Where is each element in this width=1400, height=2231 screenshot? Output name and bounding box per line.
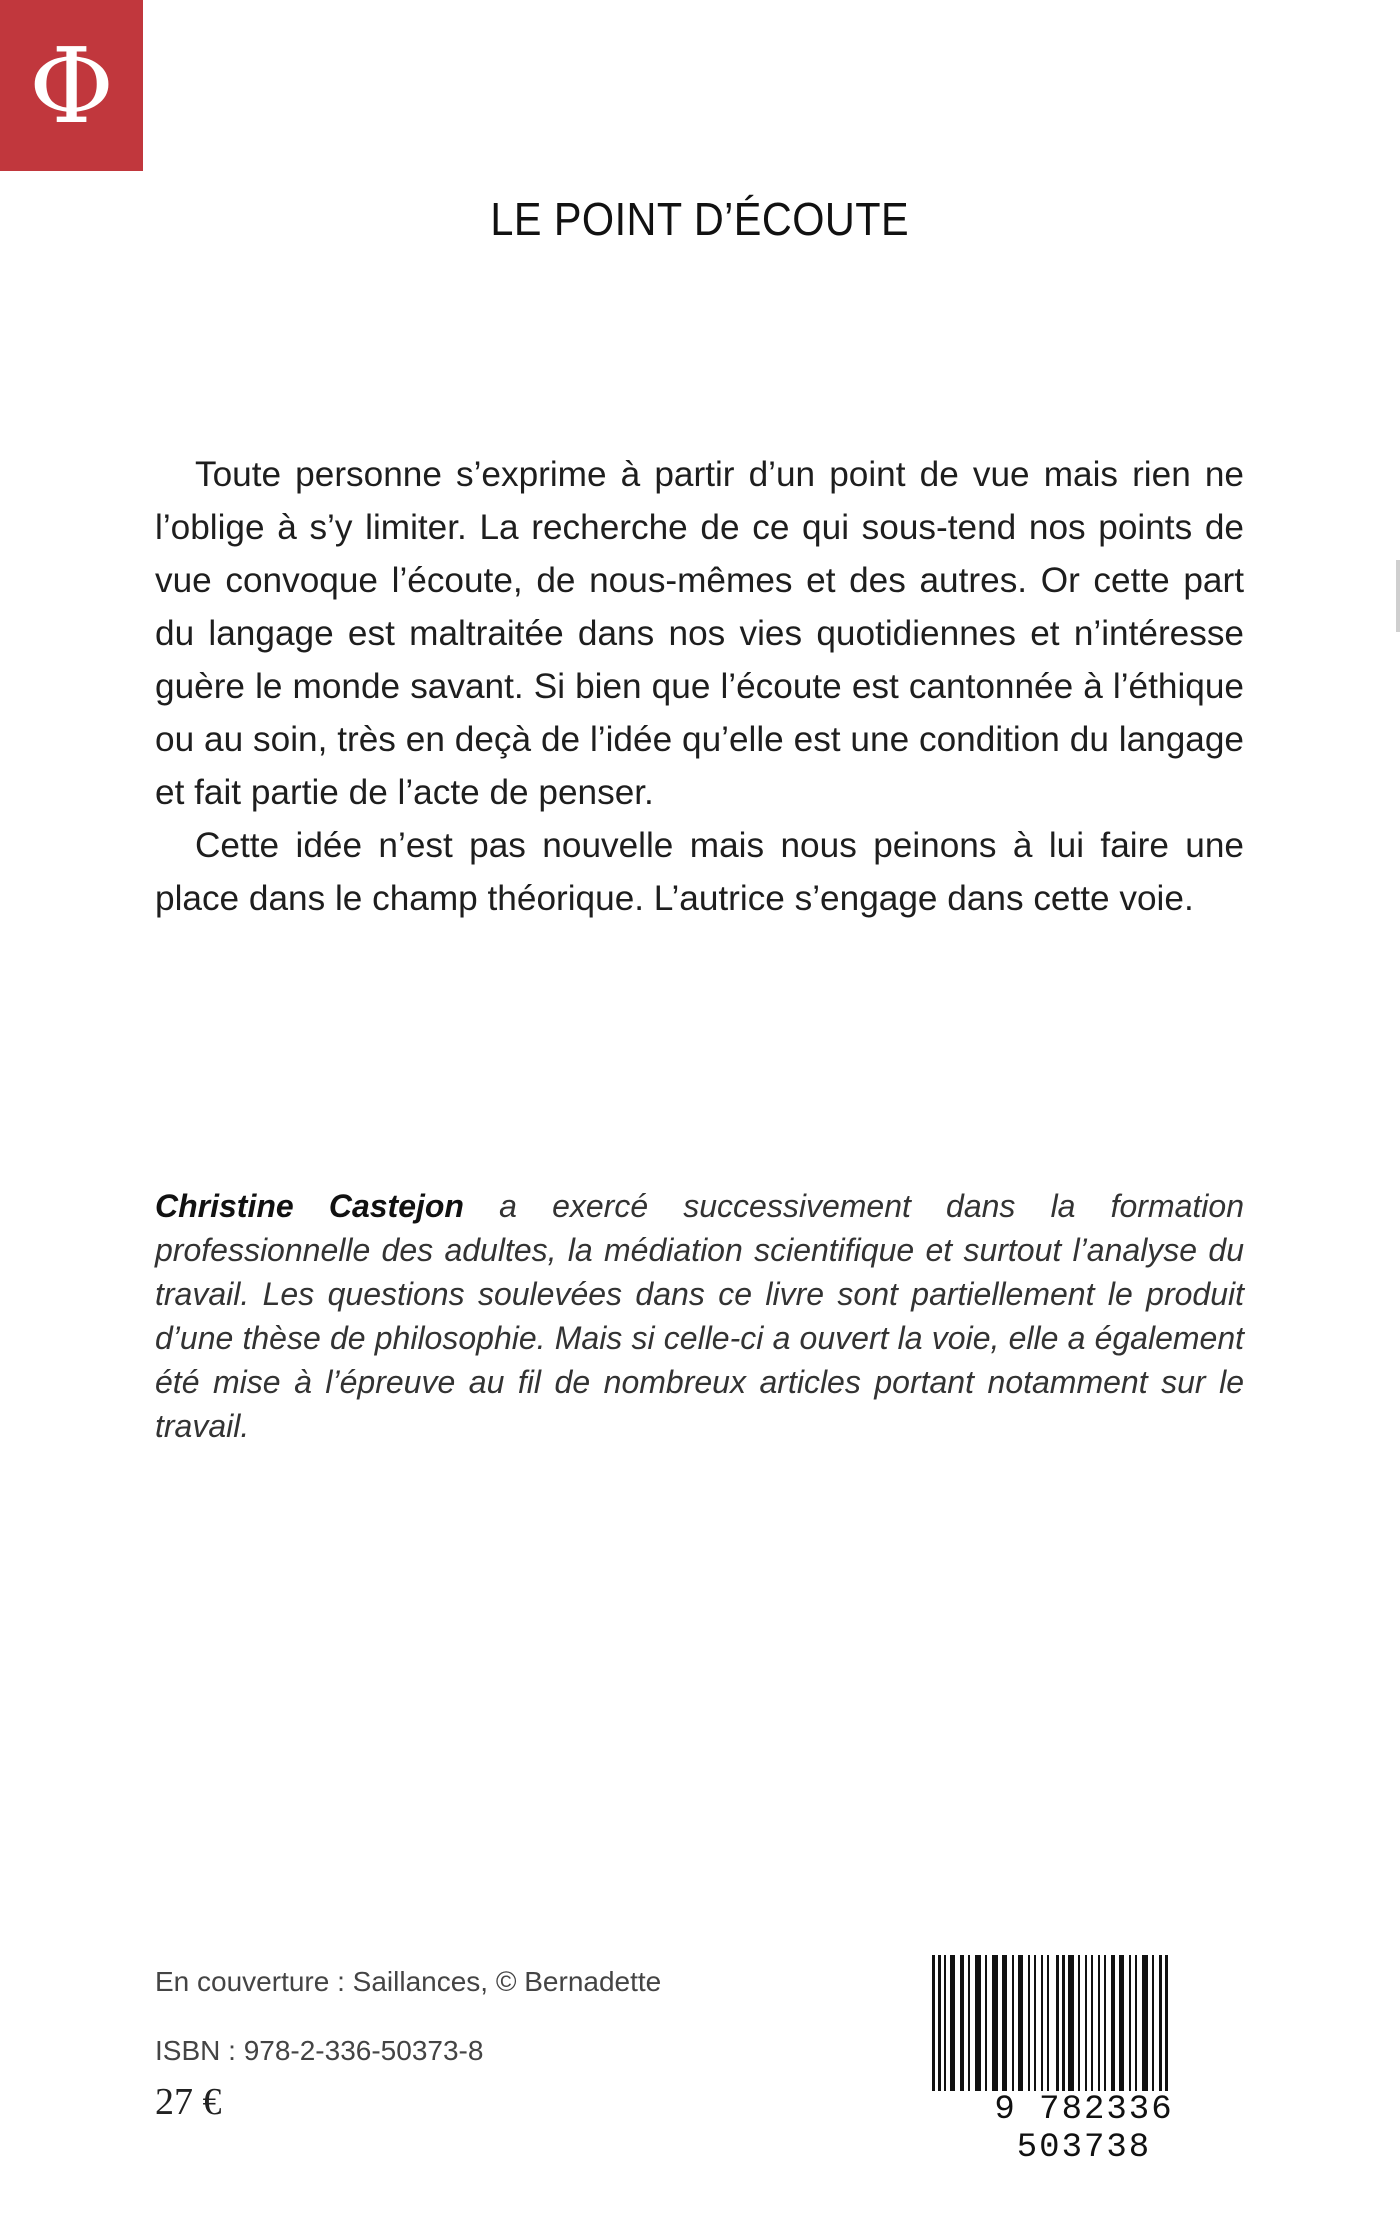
barcode-bar	[1041, 1955, 1043, 2091]
author-bio-text: a exercé successivement dans la formation professionnelle des adultes, la médiation scientifique et surtout l’analyse du travail. Les questions soulevées dans ce livre sont partiellement le produit d’une thèse de philosophie. Mais si celle-ci a ouvert la voie, elle a également été mise à l’épreuve au fil de nombreux articles portant notamment sur le travail.	[155, 1188, 1245, 1444]
barcode-bar	[950, 1955, 955, 2091]
barcode-digits: 9 782336 503738	[924, 2091, 1244, 2167]
author-bio	[155, 1184, 1244, 1448]
phi-icon: Φ	[28, 24, 115, 147]
barcode-bar	[1091, 1955, 1093, 2091]
barcode-bar	[1002, 1955, 1007, 2091]
barcode-bar	[1012, 1955, 1014, 2091]
cover-credit: En couverture : Saillances, © Bernadette	[155, 1966, 662, 1997]
barcode-bar	[1142, 1955, 1148, 2091]
blurb-paragraph: Toute personne s’exprime à partir d’un point de vue mais rien ne l’oblige à s’y limiter. La recherche de ce qui sous-tend nos points de vue convoque l’écoute, de nous-mêmes et des autres. Or cette part du langage est maltraitée dans nos vies quotidiennes et n’intéresse guère le monde savant. Si bien que l’écoute est cantonnée à l’éthique ou au soin, très en deçà de l’idée qu’elle est une condition du langage et fait partie de l’acte de penser.	[155, 455, 1244, 812]
author-name: Christine Castejon	[155, 1188, 464, 1224]
barcode-bar	[1104, 1955, 1106, 2091]
blurb-paragraph: Cette idée n’est pas nouvelle mais nous peinons à lui faire une place dans le champ théorique. L’autrice s’engage dans cette voie.	[155, 826, 1244, 918]
barcode-bar	[1129, 1955, 1131, 2091]
barcode-bar	[1085, 1955, 1087, 2091]
barcode-bar	[968, 1955, 970, 2091]
barcode-bar	[1028, 1955, 1030, 2091]
barcode-bar	[1034, 1955, 1036, 2091]
book-blurb	[155, 448, 1244, 925]
isbn: ISBN : 978-2-336-50373-8	[155, 2035, 484, 2066]
barcode-bar	[1111, 1955, 1115, 2091]
barcode-bar	[975, 1955, 981, 2091]
barcode-bar	[1119, 1955, 1124, 2091]
edge-mark	[1396, 560, 1400, 632]
barcode-bar	[985, 1955, 987, 2091]
barcode-bar	[1047, 1955, 1049, 2091]
barcode-bar	[992, 1955, 998, 2091]
barcode-bar	[1078, 1955, 1080, 2091]
barcode-bar	[1018, 1955, 1023, 2091]
barcode-bar	[1068, 1955, 1074, 2091]
barcode-bar	[1135, 1955, 1137, 2091]
book-title: LE POINT D’ÉCOUTE	[490, 193, 910, 245]
price: 27 €	[155, 2081, 222, 2123]
barcode-bar	[960, 1955, 964, 2091]
barcode-bar	[1152, 1955, 1154, 2091]
barcode-bar	[1098, 1955, 1100, 2091]
barcode-bar	[944, 1955, 946, 2091]
publisher-logo	[0, 0, 143, 171]
